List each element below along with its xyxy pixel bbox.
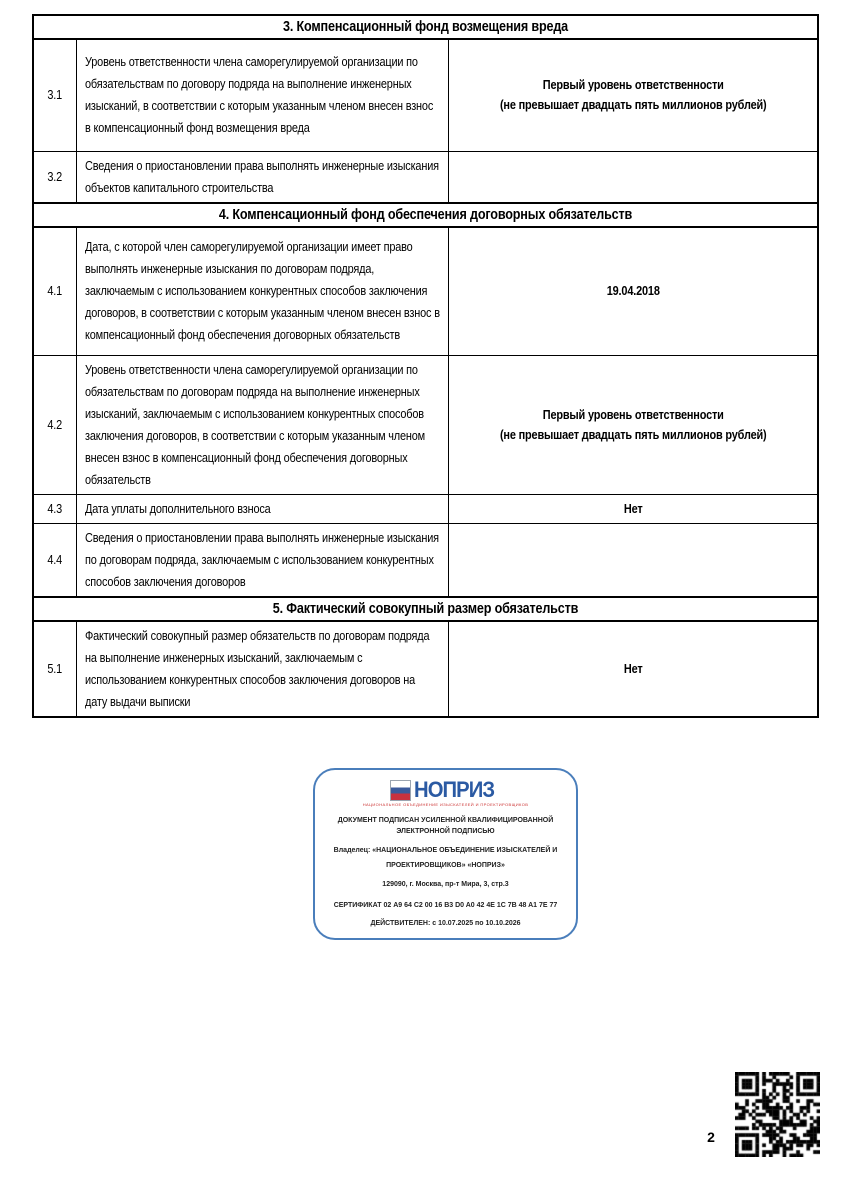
row-number: 4.3 [33, 495, 76, 524]
row-value: 19.04.2018 [448, 227, 818, 356]
section-header [33, 15, 818, 39]
row-number: 4.1 [33, 227, 76, 356]
stamp-address: 129090, г. Москва, пр-т Мира, 3, стр.3 [382, 881, 509, 888]
row-label: Дата уплаты дополнительного взноса [76, 495, 448, 524]
row-label: Фактический совокупный размер обязательств по договорам подряда на выполнение инженерных изысканий, заключаемым с использованием конкурентных способов заключения договоров на дату выдачи выписки [76, 621, 448, 717]
row-number: 5.1 [33, 621, 76, 717]
stamp-owner-line2: ПРОЕКТИРОВЩИКОВ» «НОПРИЗ» [386, 862, 505, 869]
qr-code [735, 1072, 820, 1157]
row-value: Нет [448, 495, 818, 524]
section-header [33, 597, 818, 621]
table-row [33, 227, 818, 356]
section-title: 3. Компенсационный фонд возмещения вреда [282, 18, 568, 35]
stamp-owner-line1: Владелец: «НАЦИОНАЛЬНОЕ ОБЪЕДИНЕНИЕ ИЗЫСКАТЕЛЕЙ И [333, 847, 558, 854]
row-label: Уровень ответственности члена саморегулируемой организации по обязательствам по договорам подряда на выполнение инженерных изысканий, заключаемым с использованием конкурентных способов заключения договоров, в соответствии с которым указанным членом внесен взнос в компенсационный фонд обеспечения договорных обязательств [76, 356, 448, 495]
table-row [33, 524, 818, 598]
row-number: 3.1 [33, 39, 76, 151]
row-value: Первый уровень ответственности (не превышает двадцать пять миллионов рублей) [448, 356, 818, 495]
nopriz-logo [390, 779, 501, 801]
page-number: 2 [707, 1129, 715, 1145]
nopriz-logo-subtext: НАЦИОНАЛЬНОЕ ОБЪЕДИНЕНИЕ ИЗЫСКАТЕЛЕЙ И ПРОЕКТИРОВЩИКОВ [362, 802, 529, 807]
row-number: 4.4 [33, 524, 76, 598]
section-header [33, 203, 818, 227]
table-row [33, 495, 818, 524]
row-value [448, 151, 818, 203]
row-number: 4.2 [33, 356, 76, 495]
row-label: Сведения о приостановлении права выполнять инженерные изыскания по договорам подряда, заключаемым с использованием конкурентных способов заключения договоров [76, 524, 448, 598]
section-5-header-row [33, 597, 818, 621]
nopriz-logo-text: НОПРИЗ [413, 777, 495, 802]
row-value [448, 524, 818, 598]
table-row [33, 39, 818, 151]
section-title: 4. Компенсационный фонд обеспечения договорных обязательств [218, 205, 633, 223]
table-row [33, 356, 818, 495]
signature-stamp [313, 768, 578, 940]
row-value: Нет [448, 621, 818, 717]
table-row [33, 621, 818, 717]
russian-flag-icon [390, 780, 411, 801]
section-title: 5. Фактический совокупный размер обязательств [272, 600, 579, 617]
stamp-certificate: СЕРТИФИКАТ 02 A9 64 C2 00 16 B3 D0 A0 42 4E 1C 7B 48 A1 7E 77 [333, 902, 558, 909]
section-4-header-row [33, 203, 818, 227]
row-value: Первый уровень ответственности (не превышает двадцать пять миллионов рублей) [448, 39, 818, 151]
row-number: 3.2 [33, 151, 76, 203]
register-extract-table [32, 14, 819, 718]
row-label: Уровень ответственности члена саморегулируемой организации по обязательствам по договору подряда на выполнение инженерных изысканий, в соответствии с которым указанным членом внесен взнос в компенсационный фонд возмещения вреда [76, 39, 448, 151]
section-3-header-row [33, 15, 818, 39]
row-label: Сведения о приостановлении права выполнять инженерные изыскания объектов капитального строительства [76, 151, 448, 203]
row-label: Дата, с которой член саморегулируемой организации имеет право выполнять инженерные изыскания по договорам подряда, заключаемым с использованием конкурентных способов заключения договоров, в соответствии с которым указанным членом внесен взнос в компенсационный фонд обеспечения договорных обязательств [76, 227, 448, 356]
stamp-validity: ДЕЙСТВИТЕЛЕН: с 10.07.2025 по 10.10.2026 [370, 920, 521, 927]
stamp-title-line1: ДОКУМЕНТ ПОДПИСАН УСИЛЕННОЙ КВАЛИФИЦИРОВАННОЙ [337, 817, 554, 824]
stamp-title-line2: ЭЛЕКТРОННОЙ ПОДПИСЬЮ [396, 828, 495, 835]
table-row [33, 151, 818, 203]
